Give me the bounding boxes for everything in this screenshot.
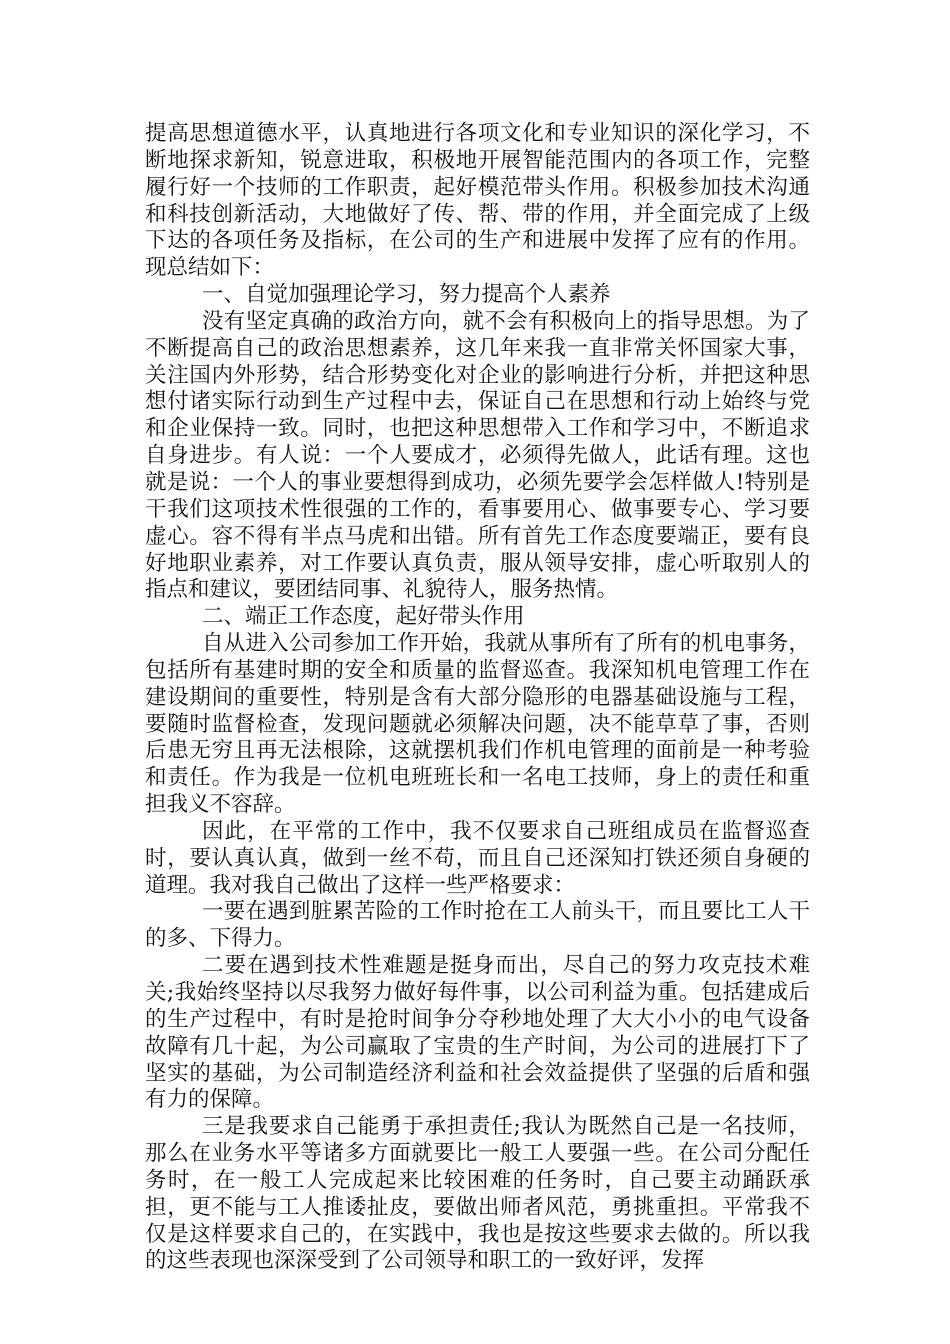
paragraph-section-2: 自从进入公司参加工作开始，我就从事所有了所有的机电事务，包括所有基建时期的安全和质量的监督巡查。我深知机电管理工作在建设期间的重要性，特别是含有大部分隐形的电器基础设施与工程，要随时监督检查，发现问题就必须解决问题，决不能草草了事，否则后患无穷且再无法根除，这就摆机我们作机电管理的面前是一种考验和责任。作为我是一位机电班班长和一名电工技师，身上的责任和重担我义不容辞。 <box>145 631 810 818</box>
section-heading-2: 二、端正工作态度，起好带头作用 <box>202 604 525 630</box>
paragraph-requirement-1: 一要在遇到脏累苦险的工作时抢在工人前头干，而且要比工人干的多、下得力。 <box>145 899 810 952</box>
paragraph-intro: 提高思想道德水平，认真地进行各项文化和专业知识的深化学习，不断地探求新知，锐意进取，积极地开展智能范围内的各项工作，完整履行好一个技师的工作职责，起好模范带头作用。积极参加技术沟通和科技创新活动，大地做好了传、帮、带的作用，并全面完成了上级下达的各项任务及指标，在公司的生产和进展中发挥了应有的作用。现总结如下： <box>145 121 810 281</box>
paragraph-section-1: 没有坚定真确的政治方向，就不会有积极向上的指导思想。为了不断提高自己的政治思想素养，这几年来我一直非常关怀国家大事，关注国内外形势，结合形势变化对企业的影响进行分析，并把这种思想付诸实际行动到生产过程中去，保证自己在思想和行动上始终与党和企业保持一致。同时，也把这种思想带入工作和学习中，不断追求自身进步。有人说：一个人要成才，必须得先做人，此话有理。这也就是说：一个人的事业要想得到成功，必须先要学会怎样做人!特别是干我们这项技术性很强的工作的，看事要用心、做事要专心、学习要虚心。容不得有半点马虎和出错。所有首先工作态度要端正，要有良好地职业素养，对工作要认真负责，服从领导安排，虚心听取别人的指点和建议，要团结同事、礼貌待人，服务热情。 <box>145 308 810 603</box>
paragraph-requirement-3: 三是我要求自己能勇于承担责任;我认为既然自己是一名技师，那么在业务水平等诸多方面就要比一般工人要强一些。在公司分配任务时，在一般工人完成起来比较困难的任务时，自己要主动踊跃承担，更不能与工人推诿扯皮，要做出师者风范，勇挑重担。平常我不仅是这样要求自己的，在实践中，我也是按这些要求去做的。所以我的这些表现也深深受到了公司领导和职工的一致好评，发挥 <box>145 1114 810 1274</box>
paragraph-requirements-intro: 因此，在平常的工作中，我不仅要求自己班组成员在监督巡查时，要认真认真，做到一丝不苟，而且自己还深知打铁还须自身硬的道理。我对我自己做出了这样一些严格要求： <box>145 818 810 898</box>
document-body <box>145 121 810 1275</box>
section-heading-1: 一、自觉加强理论学习，努力提高个人素养 <box>202 282 611 308</box>
paragraph-requirement-2: 二要在遇到技术性难题是挺身而出，尽自己的努力攻克技术难关;我始终坚持以尽我努力做好每件事，以公司利益为重。包括建成后的生产过程中，有时是抢时间争分夺秒地处理了大大小小的电气设备故障有几十起，为公司赢取了宝贵的生产时间，为公司的进展打下了坚实的基础，为公司制造经济利益和社会效益提供了坚强的后盾和强有力的保障。 <box>145 953 810 1113</box>
